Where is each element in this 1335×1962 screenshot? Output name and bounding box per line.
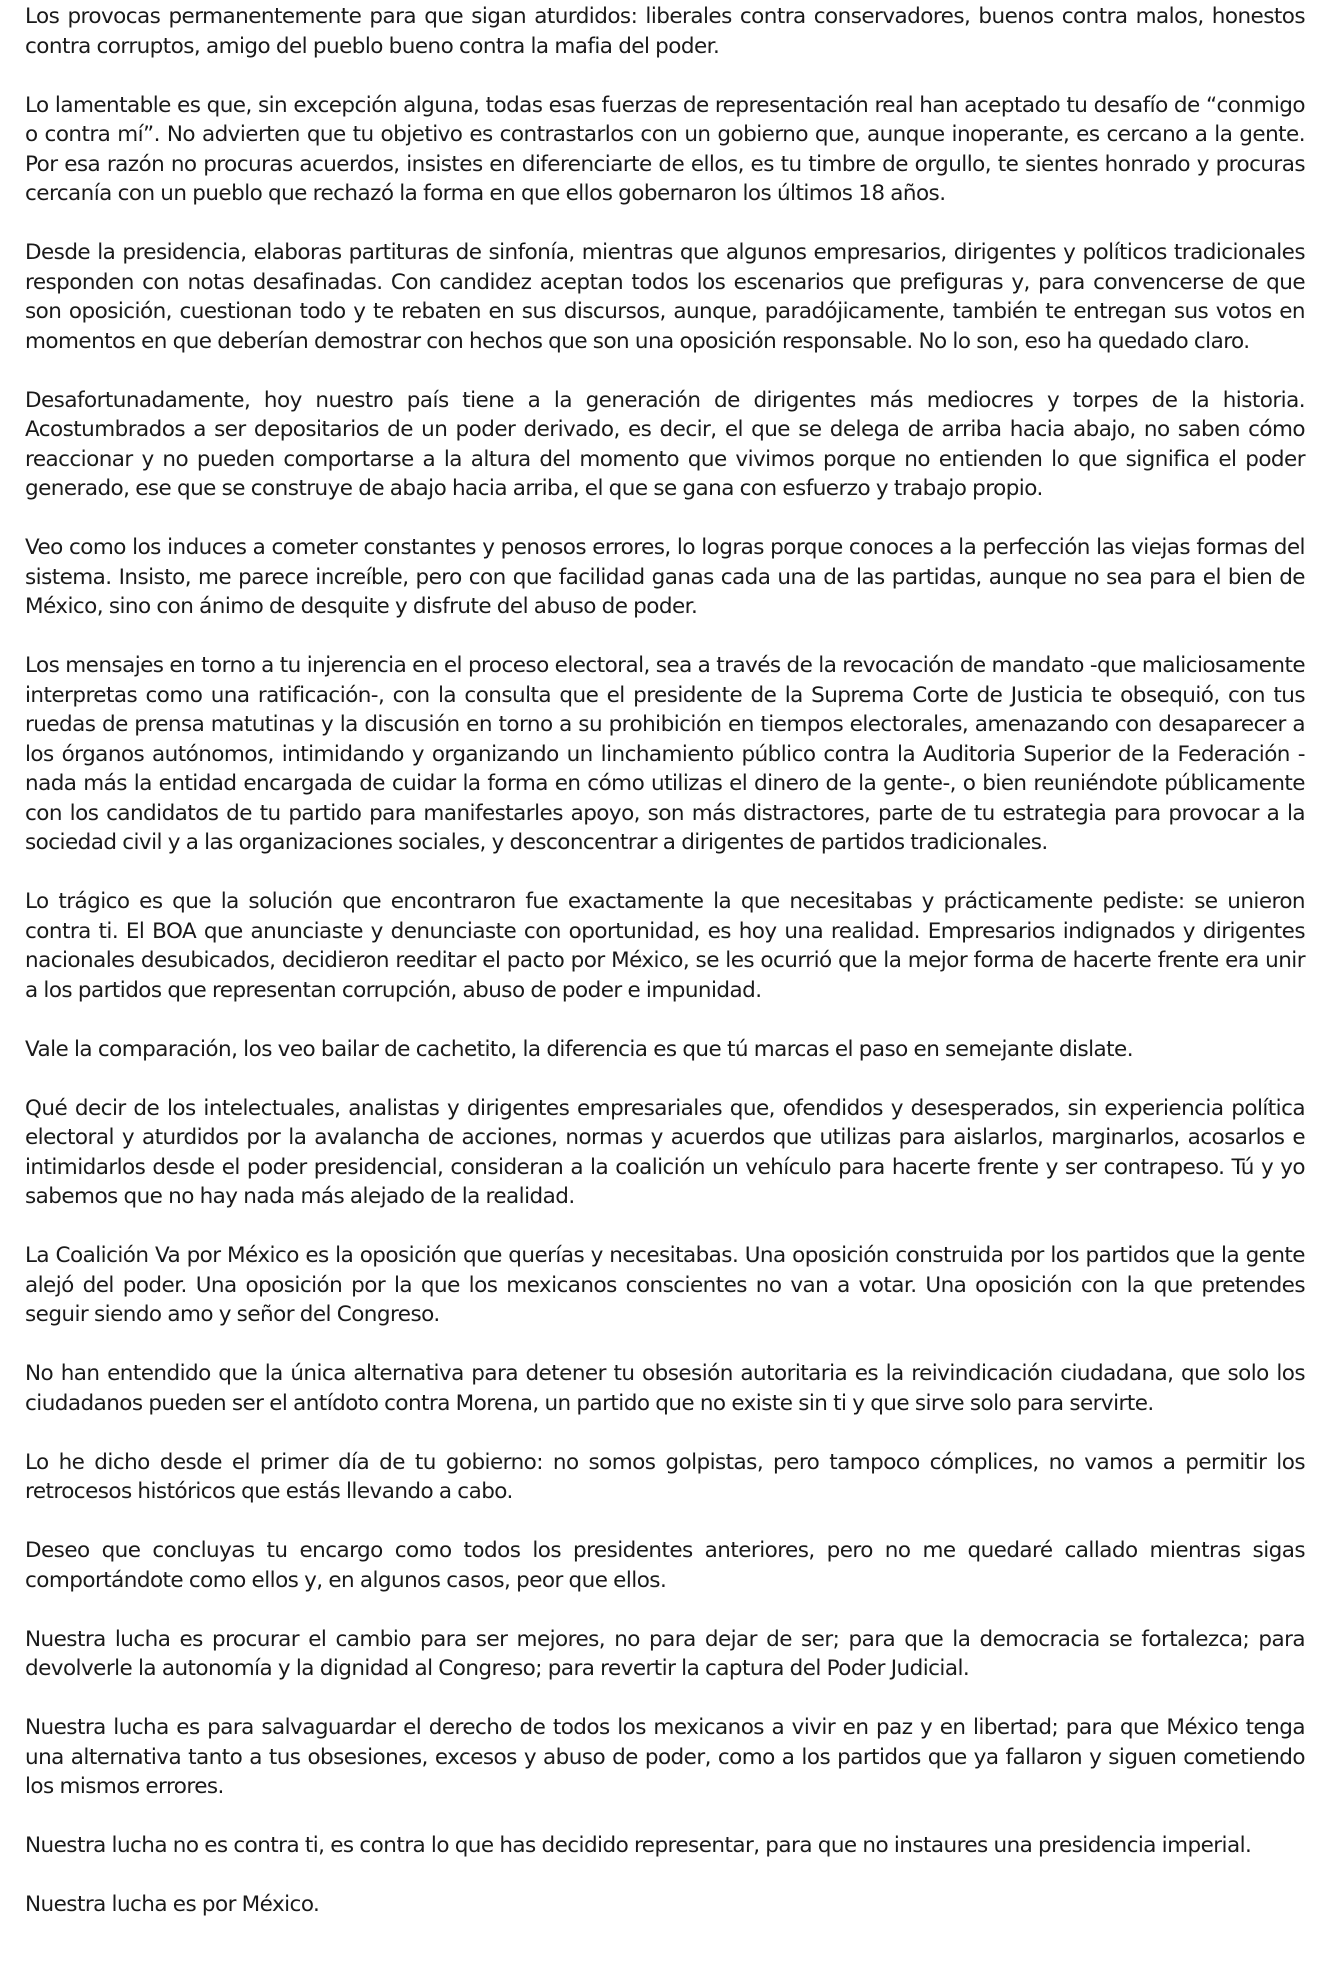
paragraph-12: Lo he dicho desde el primer día de tu gobierno: no somos golpistas, pero tampoco cómplices, no vamos a permitir los retrocesos históricos que estás llevando a cabo. [25, 1449, 1305, 1504]
paragraph-3: Desde la presidencia, elaboras partituras de sinfonía, mientras que algunos empresarios, dirigentes y políticos tradicionales responden con notas desafinadas. Con candidez aceptan todos los escenarios que prefiguras y, para convencerse de que son oposición, cuestionan todo y te rebaten en sus discursos, aunque, paradójicamente, también te entregan sus votos en momentos en que deberían demostrar con hechos que son una oposición responsable. No lo son, eso ha quedado claro. [25, 240, 1305, 354]
paragraph-4: Desafortunadamente, hoy nuestro país tiene a la generación de dirigentes más mediocres y torpes de la historia. Acostumbrados a ser depositarios de un poder derivado, es decir, el que se delega de arriba hacia abajo, no saben cómo reaccionar y no pueden comportarse a la altura del momento que vivimos porque no entienden lo que significa el poder generado, ese que se construye de abajo hacia arriba, el que se gana con esfuerzo y trabajo propio. [25, 387, 1305, 501]
paragraph-8: Vale la comparación, los veo bailar de cachetito, la diferencia es que tú marcas el paso en semejante dislate. [25, 1036, 1133, 1062]
article-body [25, 0, 1305, 1949]
paragraph-5: Veo como los induces a cometer constantes y penosos errores, lo logras porque conoces a la perfección las viejas formas del sistema. Insisto, me parece increíble, pero con que facilidad ganas cada una de las partidas, aunque no sea para el bien de México, sino con ánimo de desquite y disfrute del abuso de poder. [25, 535, 1305, 619]
paragraph-14: Nuestra lucha es procurar el cambio para ser mejores, no para dejar de ser; para que la democracia se fortalezca; para devolverle la autonomía y la dignidad al Congreso; para revertir la captura del Poder Judicial. [25, 1626, 1305, 1681]
paragraph-10: La Coalición Va por México es la oposición que querías y necesitabas. Una oposición construida por los partidos que la gente alejó del poder. Una oposición por la que los mexicanos conscientes no van a votar. Una oposición con la que pretendes seguir siendo amo y señor del Congreso. [25, 1243, 1305, 1327]
paragraph-7: Lo trágico es que la solución que encontraron fue exactamente la que necesitabas y prácticamente pediste: se unieron contra ti. El BOA que anunciaste y denunciaste con oportunidad, es hoy una realidad. Empresarios indignados y dirigentes nacionales desubicados, decidieron reeditar el pacto por México, se les ocurrió que la mejor forma de hacerte frente era unir a los partidos que representan corrupción, abuso de poder e impunidad. [25, 889, 1305, 1003]
paragraph-15: Nuestra lucha es para salvaguardar el derecho de todos los mexicanos a vivir en paz y en libertad; para que México tenga una alternativa tanto a tus obsesiones, excesos y abuso de poder, como a los partidos que ya fallaron y siguen cometiendo los mismos errores. [25, 1715, 1305, 1799]
paragraph-6: Los mensajes en torno a tu injerencia en el proceso electoral, sea a través de la revocación de mandato -que maliciosamente interpretas como una ratificación-, con la consulta que el presidente de la Suprema Corte de Justicia te obsequió, con tus ruedas de prensa matutinas y la discusión en torno a su prohibición en tiempos electorales, amenazando con desaparecer a los órganos autónomos, intimidando y organizando un linchamiento público contra la Auditoria Superior de la Federación -nada más la entidad encargada de cuidar la forma en cómo utilizas el dinero de la gente-, o bien reuniéndote públicamente con los candidatos de tu partido para manifestarles apoyo, son más distractores, parte de tu estrategia para provocar a la sociedad civil y a las organizaciones sociales, y desconcentrar a dirigentes de partidos tradicionales. [25, 653, 1305, 855]
paragraph-11: No han entendido que la única alternativa para detener tu obsesión autoritaria es la reivindicación ciudadana, que solo los ciudadanos pueden ser el antídoto contra Morena, un partido que no existe sin ti y que sirve solo para servirte. [25, 1361, 1305, 1416]
paragraph-16: Nuestra lucha no es contra ti, es contra lo que has decidido representar, para que no instaures una presidencia imperial. [25, 1833, 1252, 1858]
paragraph-17: Nuestra lucha es por México. [25, 1892, 320, 1917]
paragraph-13: Deseo que concluyas tu encargo como todos los presidentes anteriores, pero no me quedaré callado mientras sigas comportándote como ellos y, en algunos casos, peor que ellos. [25, 1538, 1305, 1593]
paragraph-9: Qué decir de los intelectuales, analistas y dirigentes empresariales que, ofendidos y desesperados, sin experiencia política electoral y aturdidos por la avalancha de acciones, normas y acuerdos que utilizas para aislarlos, marginarlos, acosarlos e intimidarlos desde el poder presidencial, consideran a la coalición un vehículo para hacerte frente y ser contrapeso. Tú y yo sabemos que no hay nada más alejado de la realidad. [25, 1095, 1305, 1209]
paragraph-1: Los provocas permanentemente para que sigan aturdidos: liberales contra conservadores, buenos contra malos, honestos contra corruptos, amigo del pueblo bueno contra la mafia del poder. [25, 4, 1305, 59]
paragraph-2: Lo lamentable es que, sin excepción alguna, todas esas fuerzas de representación real han aceptado tu desafío de “conmigo o contra mí”. No advierten que tu objetivo es contrastarlos con un gobierno que, aunque inoperante, es cercano a la gente. Por esa razón no procuras acuerdos, insistes en diferenciarte de ellos, es tu timbre de orgullo, te sientes honrado y procuras cercanía con un pueblo que rechazó la forma en que ellos gobernaron los últimos 18 años. [25, 92, 1305, 206]
